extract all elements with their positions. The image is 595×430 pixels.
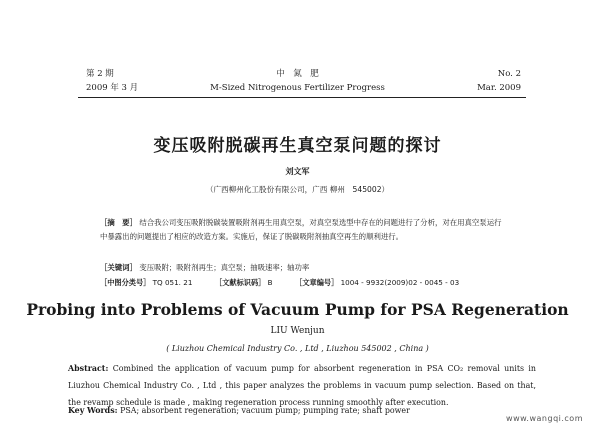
title-en: Probing into Problems of Vacuum Pump for PSA Regeneration bbox=[26, 300, 569, 319]
keywords-cn bbox=[100, 262, 504, 273]
author-cn: 刘文军 bbox=[285, 167, 310, 176]
title-cn: 变压吸附脱碳再生真空泵问题的探讨 bbox=[153, 136, 442, 156]
date-en: Mar. 2009 bbox=[477, 83, 521, 93]
issue-en: No. 2 bbox=[497, 69, 521, 79]
abstract-en-label: Abstract: bbox=[68, 364, 109, 373]
abstract-cn-text: 结合我公司变压吸附脱碳装置吸附剂再生用真空泵，对真空泵选型中存在的问题进行了分析，对在用真空泵运行中暴露出的问题提出了相应的改造方案。实施后，保证了脱碳吸附剂抽真空再生的顺利进行。 bbox=[100, 218, 502, 241]
keywords-cn-text: 变压吸附；吸附剂再生；真空泵；抽吸速率；轴功率 bbox=[139, 263, 310, 272]
journal-name-en: M-Sized Nitrogenous Fertilizer Progress bbox=[210, 83, 385, 93]
keywords-en bbox=[68, 406, 536, 415]
clc-value: TQ 051. 21 bbox=[152, 278, 193, 287]
date-cn: 2009 年 3 月 bbox=[86, 83, 139, 93]
affiliation-en: ( Liuzhou Chemical Industry Co. , Ltd , Liuzhou 545002 , China ) bbox=[166, 344, 429, 353]
affiliation-cn: （广西柳州化工股份有限公司，广西 柳州 545002） bbox=[205, 185, 390, 194]
abstract-cn bbox=[100, 216, 504, 244]
keywords-cn-label: ［关键词］ bbox=[100, 263, 137, 272]
abstract-en bbox=[68, 360, 536, 411]
header-right bbox=[477, 67, 521, 95]
keywords-en-text: PSA; absorbent regeneration; vacuum pump; pumping rate; shaft power bbox=[120, 406, 410, 415]
clc-label: ［中图分类号］ bbox=[100, 278, 151, 287]
watermark: www.wangqi.com bbox=[506, 414, 583, 423]
article-number-value: 1004 - 9932(2009)02 - 0045 - 03 bbox=[340, 278, 460, 287]
article-number-label: ［文章编号］ bbox=[295, 278, 339, 287]
keywords-en-label: Key Words: bbox=[68, 406, 118, 415]
journal-name-cn: 中 氮 肥 bbox=[276, 69, 319, 79]
issue-cn: 第 2 期 bbox=[86, 69, 114, 79]
doc-code-value: B bbox=[267, 278, 273, 287]
doc-code-label: ［文献标识码］ bbox=[215, 278, 266, 287]
header-rule bbox=[78, 97, 526, 98]
classification-row bbox=[100, 278, 504, 288]
abstract-cn-label: ［摘 要］ bbox=[100, 218, 137, 227]
abstract-en-text: Combined the application of vacuum pump for absorbent regeneration in PSA CO₂ removal units in Liuzhou Chemical Industry Co. , Ltd , this paper analyzes the problems in vacuum pump selection. Based on that, the revamp schedule is made , making regeneration process running smoothly after execution. bbox=[68, 364, 536, 407]
author-en: LIU Wenjun bbox=[270, 326, 325, 336]
